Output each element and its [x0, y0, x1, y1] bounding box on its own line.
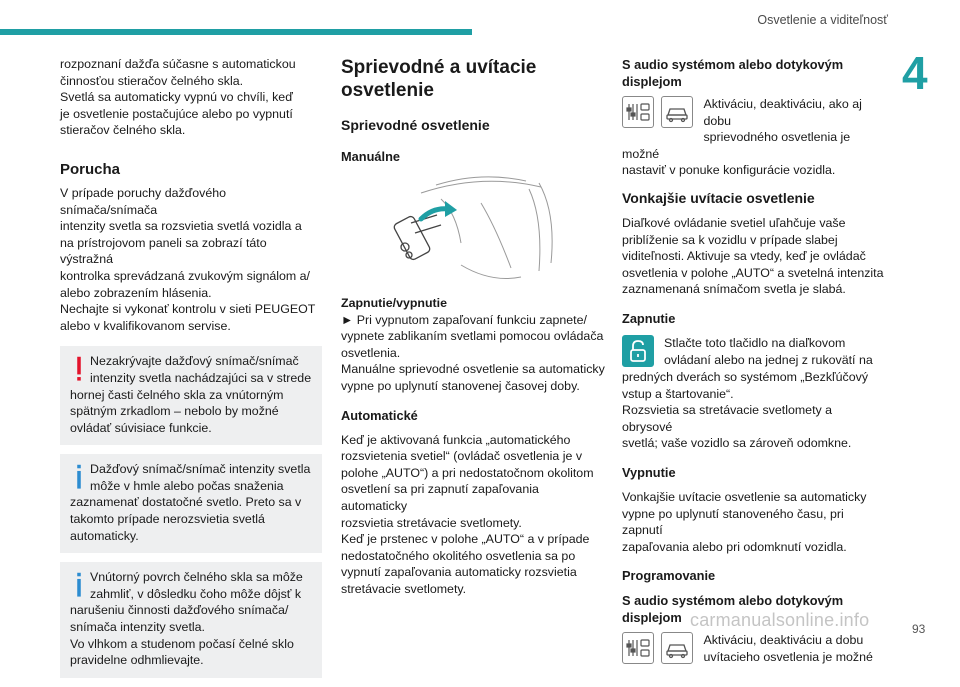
fault-line: alebo zobrazením hlásenia. [60, 285, 212, 300]
welcome-line: priblíženie sa k vozidlu v prípade slabej [622, 232, 838, 247]
fault-line: Nechajte si vykonať kontrolu v sieti PEUGEOT [60, 302, 316, 317]
settings-icons [622, 96, 697, 128]
off-line: vypne po uplynutí stanoveného času, pri zapnutí [622, 506, 844, 538]
info-line: narušeniu činnosti dažďového snímača/ [70, 603, 289, 618]
vehicle-settings-icon [622, 632, 654, 664]
switch-line: Manuálne sprievodné osvetlenie sa automaticky [341, 362, 605, 377]
info-icon [72, 463, 86, 493]
welcome-line: viditeľnosti. Aktivuje sa vtedy, keď je ovládač [622, 249, 866, 264]
fault-line: alebo v kvalifikovanom servise. [60, 318, 231, 333]
audio-line: sprievodného osvetlenia je možné [622, 130, 851, 161]
info-line: Vnútorný povrch čelného skla sa môže [90, 570, 303, 585]
welcome-heading: Vonkajšie uvítacie osvetlenie [622, 189, 815, 206]
on-heading: Zapnutie [622, 310, 676, 326]
page-number: 93 [912, 622, 926, 636]
switch-line: osvetlenia. [341, 345, 401, 360]
auto-heading: Automatické [341, 407, 418, 423]
intro-line: Svetlá sa automaticky vypnú vo chvíli, keď [60, 90, 293, 105]
car-icon [661, 96, 693, 128]
auto-line: vypnutí zapaľovania automaticky rozsvietia [341, 565, 577, 580]
auto-line: stretávacie svetlomety. [341, 581, 467, 596]
chapter-number: 4 [902, 47, 928, 99]
info-box [60, 562, 322, 678]
info-line: takomto prípade nerozsvietia svetlá [70, 512, 265, 527]
audio-line: nastaviť v ponuke konfigurácie vozidla. [622, 163, 836, 178]
welcome-line: Diaľkové ovládanie svetiel uľahčuje vaše [622, 215, 846, 230]
car-icon [661, 632, 693, 664]
section-heading: Sprievodné a uvítacie osvetlenie [341, 57, 537, 101]
guide-lighting-heading: Sprievodné osvetlenie [341, 117, 490, 133]
auto-line: osvetlení sa pri zapnutí zapaľovania automaticky [341, 482, 539, 513]
info-line: snímača intenzity svetla. [70, 620, 205, 635]
auto-line: rozsvietia stretávacie svetlomety. [341, 515, 522, 530]
info-line: zahmliť, v dôsledku čoho môže dôjsť k [90, 586, 302, 601]
info-icon [72, 571, 86, 601]
off-heading: Vypnutie [622, 464, 676, 480]
auto-line: Keď je prstenec v polohe „AUTO“ a v prípade [341, 532, 590, 547]
on-line: vstup a štartovanie“. [622, 386, 734, 401]
warning-line: intenzity svetla nachádzajúci sa v strede [90, 370, 312, 385]
info-line: automaticky. [70, 528, 139, 543]
column-3 [622, 56, 884, 666]
off-line: zapaľovania alebo pri odomknutí vozidla. [622, 539, 847, 554]
on-line: ovládaní alebo na jednej z rukovätí na [664, 352, 873, 367]
fault-line: intenzity svetla sa rozsvietia svetlá vozidla a [60, 219, 302, 234]
switch-line: ► Pri vypnutom zapaľovaní funkciu zapnete/ [341, 312, 587, 327]
settings-icons [622, 632, 697, 664]
audio2-heading: S audio systémom alebo dotykovým displejom [622, 593, 844, 626]
intro-line: činnosťou stieračov čelného skla. [60, 73, 244, 88]
manual-heading: Manuálne [341, 149, 401, 164]
warning-line: Nezakrývajte dažďový snímač/snímač [90, 354, 299, 369]
welcome-line: osvetlenia v polohe „AUTO“ a svetelná intenzita [622, 265, 884, 280]
info-line: pravidelne odhmlievajte. [70, 653, 204, 668]
warning-exclamation-icon [72, 355, 86, 385]
column-2 [341, 56, 605, 598]
on-line: Rozsvietia sa stretávacie svetlomety a obrysové [622, 403, 833, 434]
warning-line: ovládať súvisiace funkcie. [70, 420, 212, 435]
intro-line: stieračov čelného skla. [60, 123, 186, 138]
column-1 [60, 56, 322, 687]
audio-heading: S audio systémom alebo dotykovým displejom [622, 57, 844, 89]
on-line: predných dverách so systémom „Bezkľúčový [622, 369, 869, 384]
intro-line: je osvetlenie postačujúce alebo po vypnutí [60, 106, 293, 121]
auto-line: Keď je aktivovaná funkcia „automatického [341, 432, 571, 447]
on-line: Stlačte toto tlačidlo na diaľkovom [664, 335, 846, 350]
fault-line: na prístrojovom paneli sa zobrazí táto výstražná [60, 235, 267, 267]
on-line: svetlá; vaše vozidlo sa zároveň odomkne. [622, 436, 852, 451]
info-line: Dažďový snímač/snímač intenzity svetla [90, 462, 311, 477]
fault-line: V prípade poruchy dažďového snímača/snímača [60, 185, 227, 217]
audio-line: Aktiváciu, deaktiváciu, ako aj dobu [703, 97, 862, 128]
section-title: Osvetlenie a viditeľnosť [757, 13, 888, 27]
info-line: zaznamenať dostatočné svetlo. Preto sa v [70, 495, 302, 510]
switch-line: vypne po uplynutí stanovenej časovej doby. [341, 378, 580, 393]
auto-line: nedostatočného okolitého osvetlenia sa po [341, 548, 576, 563]
off-line: Vonkajšie uvítacie osvetlenie sa automaticky [622, 489, 867, 504]
audio2-line: uvítacieho osvetlenia je možné [703, 649, 873, 664]
fault-line: kontrolka sprevádzaná zvukovým signálom a/ [60, 268, 310, 283]
warning-box [60, 346, 322, 445]
switch-line: vypnete zablikaním svetlami pomocou ovládača [341, 329, 604, 344]
info-box [60, 454, 322, 553]
intro-line: rozpoznaní dažďa súčasne s automatickou [60, 57, 296, 71]
welcome-line: zaznamenaná snímačom svetla je slabá. [622, 282, 846, 297]
lighting-stalk-illustration [341, 173, 605, 285]
fault-heading: Porucha [60, 160, 121, 178]
auto-line: rozsvietenia svetiel“ (ovládač osvetlenia je v [341, 449, 583, 464]
info-line: Vo vlhkom a studenom počasí čelné sklo [70, 636, 294, 651]
unlock-icon [622, 335, 654, 367]
switch-heading: Zapnutie/vypnutie [341, 296, 448, 310]
warning-line: hornej časti čelného skla za vnútorným [70, 387, 284, 402]
warning-line: spätným zrkadlom – nebolo by možné [70, 404, 279, 419]
vehicle-settings-icon [622, 96, 654, 128]
programming-heading: Programovanie [622, 568, 716, 584]
auto-line: polohe „AUTO“) a pri nedostatočnom okolitom [341, 465, 594, 480]
info-line: môže v hmle alebo počas snaženia [90, 478, 284, 493]
unlock-icon-wrap [622, 335, 658, 367]
header-bar [0, 29, 472, 35]
watermark: carmanualsonline.info [690, 610, 870, 630]
audio2-line: Aktiváciu, deaktiváciu a dobu [703, 633, 864, 648]
